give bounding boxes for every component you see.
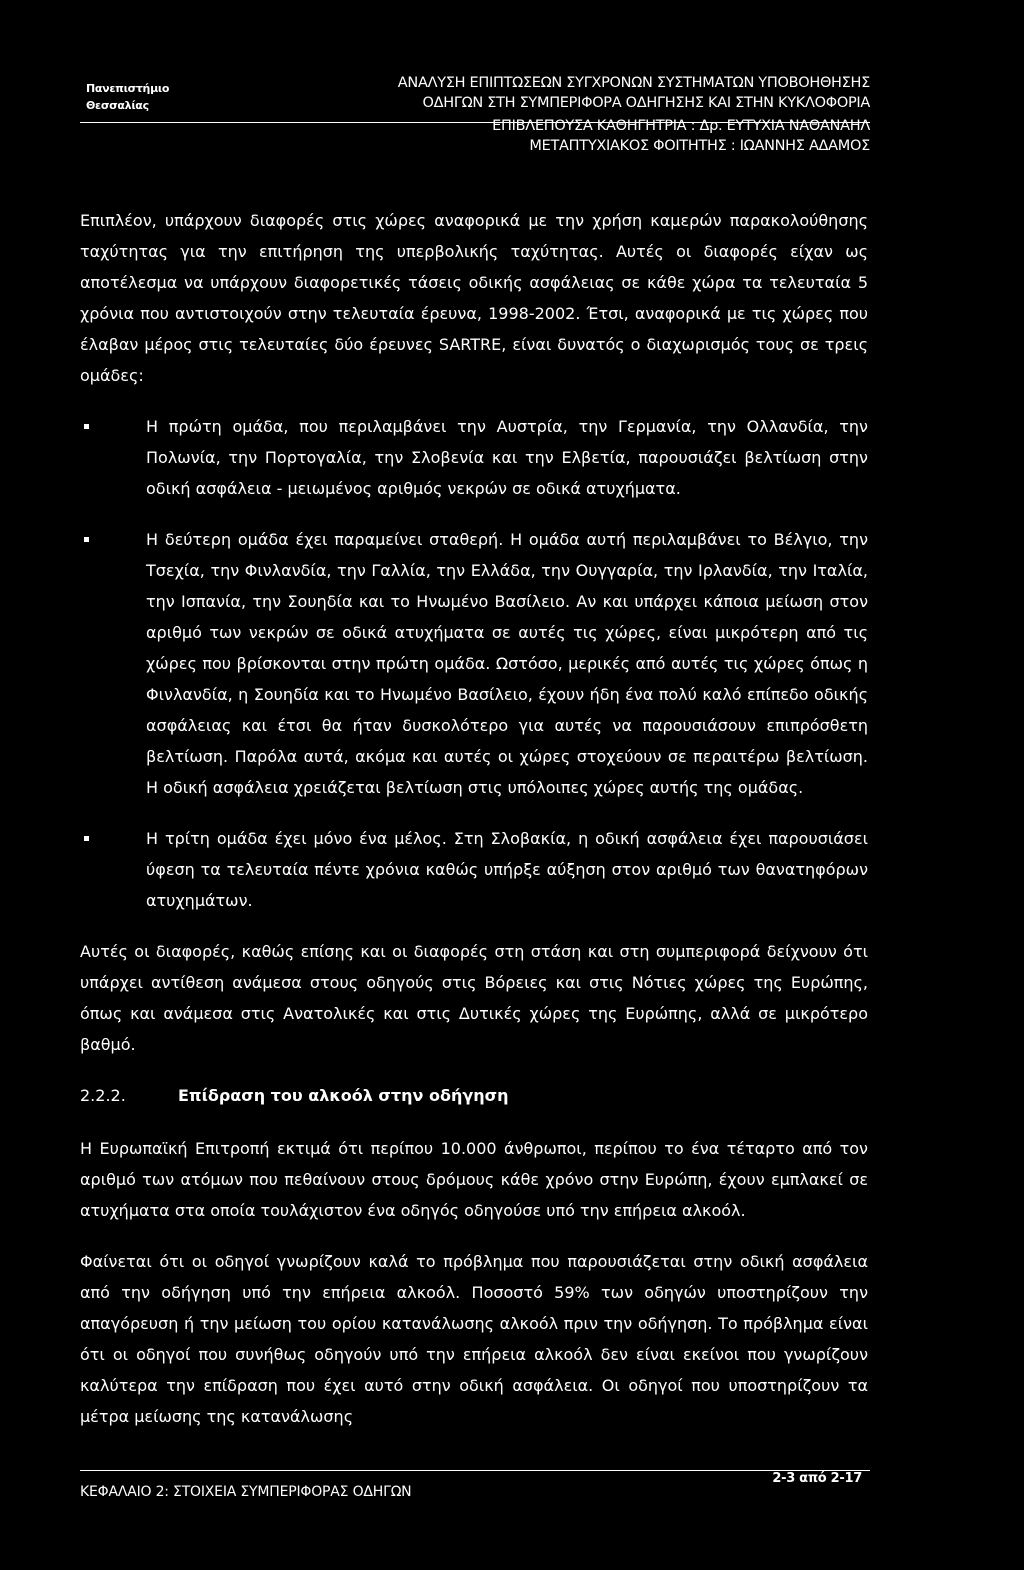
page-number: 2-3 από 2-17 (772, 1471, 862, 1486)
university-logo-text (86, 80, 169, 114)
list-item-text: Η πρώτη ομάδα, που περιλαμβάνει την Αυστρία, την Γερμανία, την Ολλανδία, την Πολωνία, την Πορτογαλία, την Σλοβενία και την Ελβετία, παρουσιάζει βελτίωση στην οδική ασφάλεια - μειωμένος αριθμός νεκρών σε οδικά ατυχήματα. (146, 417, 868, 498)
bullet-icon (84, 537, 89, 542)
section-title: Επίδραση του αλκοόλ στην οδήγηση (178, 1086, 509, 1105)
page-content (80, 205, 868, 1452)
country-groups-list (80, 411, 868, 916)
list-item (80, 411, 868, 504)
student-line: ΜΕΤΑΠΤΥΧΙΑΚΟΣ ΦΟΙΤΗΤΗΣ : ΙΩΑΝΝΗΣ ΑΔΑΜΟΣ (529, 137, 870, 154)
page-header (80, 74, 870, 164)
list-item-text: Η τρίτη ομάδα έχει μόνο ένα μέλος. Στη Σλοβακία, η οδική ασφάλεια έχει παρουσιάσει ύφεση τα τελευταία πέντε χρόνια καθώς υπήρξε αύξηση στον αριθμό των θανατηφόρων ατυχημάτων. (146, 829, 868, 910)
supervisor-line: ΕΠΙΒΛΕΠΟΥΣΑ ΚΑΘΗΓΗΤΡΙΑ : Δρ. ΕΥΤΥΧΙΑ ΝΑΘΑΝΑΗΛ (492, 118, 870, 134)
thesis-title-line-1: ΑΝΑΛΥΣΗ ΕΠΙΠΤΩΣΕΩΝ ΣΥΓΧΡΟΝΩΝ ΣΥΣΤΗΜΑΤΩΝ ΥΠΟΒΟΗΘΗΣΗΣ (397, 75, 870, 91)
header-divider (80, 122, 870, 123)
thesis-title-line-2: ΟΔΗΓΩΝ ΣΤΗ ΣΥΜΠΕΡΙΦΟΡΑ ΟΔΗΓΗΣΗΣ ΚΑΙ ΣΤΗΝ ΚΥΚΛΟΦΟΡΙΑ (422, 94, 870, 111)
paragraph-north-south: Αυτές οι διαφορές, καθώς επίσης και οι διαφορές στη στάση και στη συμπεριφορά δείχνουν ότι υπάρχει αντίθεση ανάμεσα στους οδηγούς στις Βόρειες και στις Νότιες χώρες της Ευρώπης, όπως και ανάμεσα στις Ανατολικές και στις Δυτικές χώρες της Ευρώπης, αλλά σε μικρότερο βαθμό. (80, 942, 868, 1054)
university-line-2: Θεσσαλίας (86, 99, 149, 112)
bullet-icon (84, 424, 89, 429)
list-item (80, 524, 868, 803)
list-item (80, 823, 868, 916)
section-heading (80, 1080, 868, 1111)
paragraph-drivers-awareness: Φαίνεται ότι οι οδηγοί γνωρίζουν καλά το πρόβλημα που παρουσιάζεται στην οδική ασφάλεια από την οδήγηση υπό την επήρεια αλκοόλ. Ποσοστό 59% των οδηγών υποστηρίζουν την απαγόρευση ή την μείωση του ορίου κατανάλωσης αλκοόλ πριν την οδήγηση. Το πρόβλημα είναι ότι οι οδηγοί που συνήθως οδηγούν υπό την επήρεια αλκοόλ δεν είναι εκείνοι που γνωρίζουν καλύτερα την επίδραση που έχει αυτό στην οδική ασφάλεια. Οι οδηγοί που υποστηρίζουν τα μέτρα μείωσης της κατανάλωσης (80, 1252, 868, 1426)
paragraph-speed-cameras: Επιπλέον, υπάρχουν διαφορές στις χώρες αναφορικά με την χρήση καμερών παρακολούθησης ταχύτητας για την επιτήρηση της υπερβολικής ταχύτητας. Αυτές οι διαφορές είχαν ως αποτέλεσμα να υπάρχουν διαφορετικές τάσεις οδικής ασφάλειας σε κάθε χώρα τα τελευταία 5 χρόνια που αντιστοιχούν στην τελευταία έρευνα, 1998-2002. Έτσι, αναφορικά με τις χώρες που έλαβαν μέρος στις τελευταίες δύο έρευνες SARTRE, είναι δυνατός ο διαχωρισμός τους σε τρεις ομάδες: (80, 211, 868, 385)
footer-divider (80, 1470, 870, 1471)
university-line-1: Πανεπιστήμιο (86, 82, 170, 95)
section-number: 2.2.2. (80, 1086, 126, 1105)
list-item-text: Η δεύτερη ομάδα έχει παραμείνει σταθερή. Η ομάδα αυτή περιλαμβάνει το Βέλγιο, την Τσεχία, την Φινλανδία, την Γαλλία, την Ελλάδα, την Ουγγαρία, την Ιρλανδία, την Ιταλία, την Ισπανία, την Σουηδία και το Ηνωμένο Βασίλειο. Αν και υπάρχει κάποια μείωση στον αριθμό των νεκρών σε οδικά ατυχήματα σε αυτές τις χώρες, είναι μικρότερη από τις χώρες που βρίσκονται στην πρώτη ομάδα. Ωστόσο, μερικές από αυτές τις χώρες όπως η Φινλανδία, η Σουηδία και το Ηνωμένο Βασίλειο, έχουν ήδη ένα πολύ καλό επίπεδο οδικής ασφάλειας και έτσι θα ήταν δυσκολότερο για αυτές να παρουσιάσουν επιπρόσθετη βελτίωση. Παρόλα αυτά, ακόμα και αυτές οι χώρες στοχεύουν σε περαιτέρω βελτίωση. Η οδική ασφάλεια χρειάζεται βελτίωση στις υπόλοιπες χώρες αυτής της ομάδας. (146, 530, 868, 797)
page-footer (80, 1470, 870, 1510)
footer-chapter: ΚΕΦΑΛΑΙΟ 2: ΣΤΟΙΧΕΙΑ ΣΥΜΠΕΡΙΦΟΡΑΣ ΟΔΗΓΩΝ (80, 1484, 412, 1500)
header-titles (398, 74, 870, 156)
paragraph-eu-estimate: Η Ευρωπαϊκή Επιτροπή εκτιμά ότι περίπου 10.000 άνθρωποι, περίπου το ένα τέταρτο από τον αριθμό των ατόμων που πεθαίνουν στους δρόμους κάθε χρόνο στην Ευρώπη, έχουν εμπλακεί σε ατυχήματα στα οποία τουλάχιστον ένα οδηγός οδηγούσε υπό την επήρεια αλκοόλ. (80, 1139, 868, 1220)
bullet-icon (84, 836, 89, 841)
